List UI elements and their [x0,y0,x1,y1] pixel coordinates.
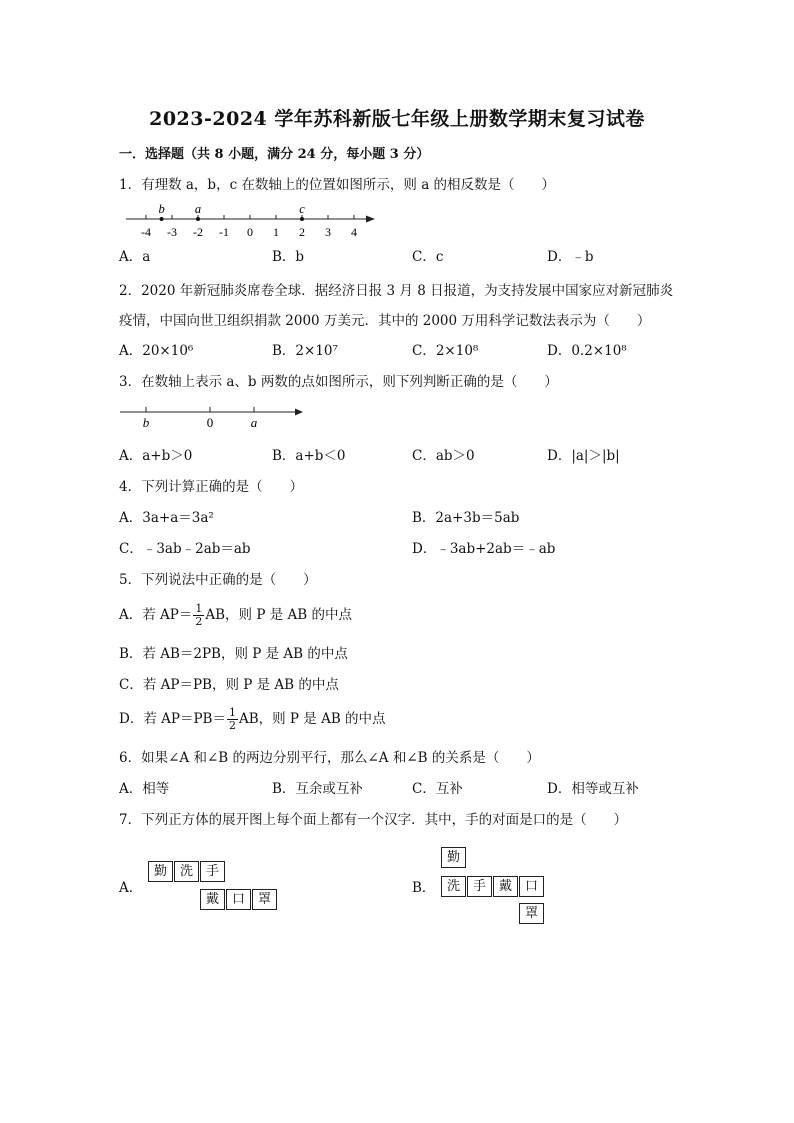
q7-option-a-label: A． [119,880,143,896]
q4-stem: 4．下列计算正确的是（ ） [119,479,304,495]
q1-option-c: C．c [412,249,444,265]
fraction-numerator: 1 [195,602,203,615]
q5-option-a [119,600,352,630]
q5-option-b: B．若 AB＝2PB，则 P 是 AB 的中点 [119,646,348,662]
q5-option-d-prefix: D．若 AP＝PB＝ [119,711,226,727]
q3-label-b: b [142,415,150,430]
axis-tick-label: -2 [193,225,203,239]
axis-tick-label: -4 [141,225,151,239]
axis-point [196,217,200,221]
axis-tick-label: -3 [167,225,177,239]
q2-option-b: B．2×10⁷ [272,343,338,359]
q6-option-b: B．互余或互补 [272,781,363,797]
fraction-denominator: 2 [195,615,203,628]
q2-option-d: D．0.2×10⁸ [547,343,627,359]
q4-option-b: B．2a+3b＝5ab [412,510,520,526]
q6-option-c: C．互补 [412,781,463,797]
axis-tick-label: 3 [325,225,331,239]
net-b-cell: 勤 [441,847,466,868]
q5-stem: 5．下列说法中正确的是（ ） [119,572,317,588]
q5-option-a-suffix: AB，则 P 是 AB 的中点 [205,607,352,623]
q3-label-zero: 0 [206,415,214,430]
q5-option-a-prefix: A．若 AP＝ [119,607,193,623]
q3-option-b: B．a+b＜0 [272,448,346,464]
q3-stem: 3．在数轴上表示 a、b 两数的点如图所示，则下列判断正确的是（ ） [119,374,558,390]
net-b-cell: 洗 [441,876,466,897]
q1-option-d: D．﹣b [547,249,594,265]
axis-point [300,217,304,221]
fraction-denominator: 2 [228,719,236,732]
axis-tick-label: -1 [219,225,229,239]
net-b-cell: 戴 [493,876,518,897]
q6-option-d: D．相等或互补 [547,781,639,797]
axis-tick-label: 4 [351,225,357,239]
net-b-cell: 手 [467,876,492,897]
net-a-cell: 洗 [174,861,199,882]
q6-stem: 6．如果∠A 和∠B 的两边分别平行，那么∠A 和∠B 的关系是（ ） [119,750,540,766]
q3-option-a: A．a+b＞0 [119,448,193,464]
q3-label-a: a [250,415,258,430]
net-a-cell: 口 [226,889,251,910]
axis-tick-label: 2 [299,225,305,239]
net-a-cell: 戴 [200,889,225,910]
q5-option-a-fraction [193,603,204,628]
q2-option-c: C．2×10⁸ [412,343,479,359]
net-b-cell: 罩 [519,903,544,924]
q6-option-a: A．相等 [119,781,170,797]
q4-option-c: C．﹣3ab﹣2ab＝ab [119,541,251,557]
q1-option-b: B．b [272,249,305,265]
q5-option-d-suffix: AB，则 P 是 AB 的中点 [238,711,386,727]
axis-point-label: b [158,202,165,216]
axis-tick-label: 1 [273,225,279,239]
q2-stem-line2: 疫情，中国向世卫组织捐款 2000 万美元．其中的 2000 万用科学记数法表示为（ ） [119,313,651,329]
net-b-cell: 口 [519,876,544,897]
net-a-cell: 手 [200,861,225,882]
q1-option-a: A．a [119,249,151,265]
q7-stem: 7．下列正方体的展开图上每个面上都有一个汉字．其中，手的对面是口的是（ ） [119,812,628,828]
q3-option-d: D．|a|＞|b| [547,448,620,464]
axis-point [160,217,164,221]
section-heading: 一．选择题（共 8 小题，满分 24 分，每小题 3 分） [119,147,430,162]
axis-point-label: c [299,202,305,216]
fraction-numerator: 1 [228,706,236,719]
q5-option-d-fraction [227,707,238,732]
q7-net-a [148,861,278,913]
q1-number-line [122,200,384,240]
net-a-cell: 勤 [148,861,173,882]
q5-option-d [119,704,386,734]
q3-option-c: C．ab＞0 [412,448,475,464]
axis-point-label: a [194,202,202,216]
q1-stem: 1．有理数 a，b，c 在数轴上的位置如图所示，则 a 的相反数是（ ） [119,177,556,193]
page-title: 2023-2024 学年苏科新版七年级上册数学期末复习试卷 [149,108,645,130]
q4-option-a: A．3a+a＝3a² [119,510,214,526]
q3-number-line [119,403,304,431]
q7-option-b-label: B． [412,880,436,896]
q5-option-c: C．若 AP＝PB，则 P 是 AB 的中点 [119,677,339,693]
q2-option-a: A．20×10⁶ [119,343,194,359]
axis-arrow [366,216,375,223]
q4-option-d: D．﹣3ab+2ab＝﹣ab [412,541,556,557]
axis-tick-label: 0 [247,225,253,239]
q7-net-b [441,847,551,927]
net-a-cell: 罩 [252,889,277,910]
q2-stem-line1: 2．2020 年新冠肺炎席卷全球．据经济日报 3 月 8 日报道，为支持发展中国家应对新冠肺炎 [119,283,674,299]
